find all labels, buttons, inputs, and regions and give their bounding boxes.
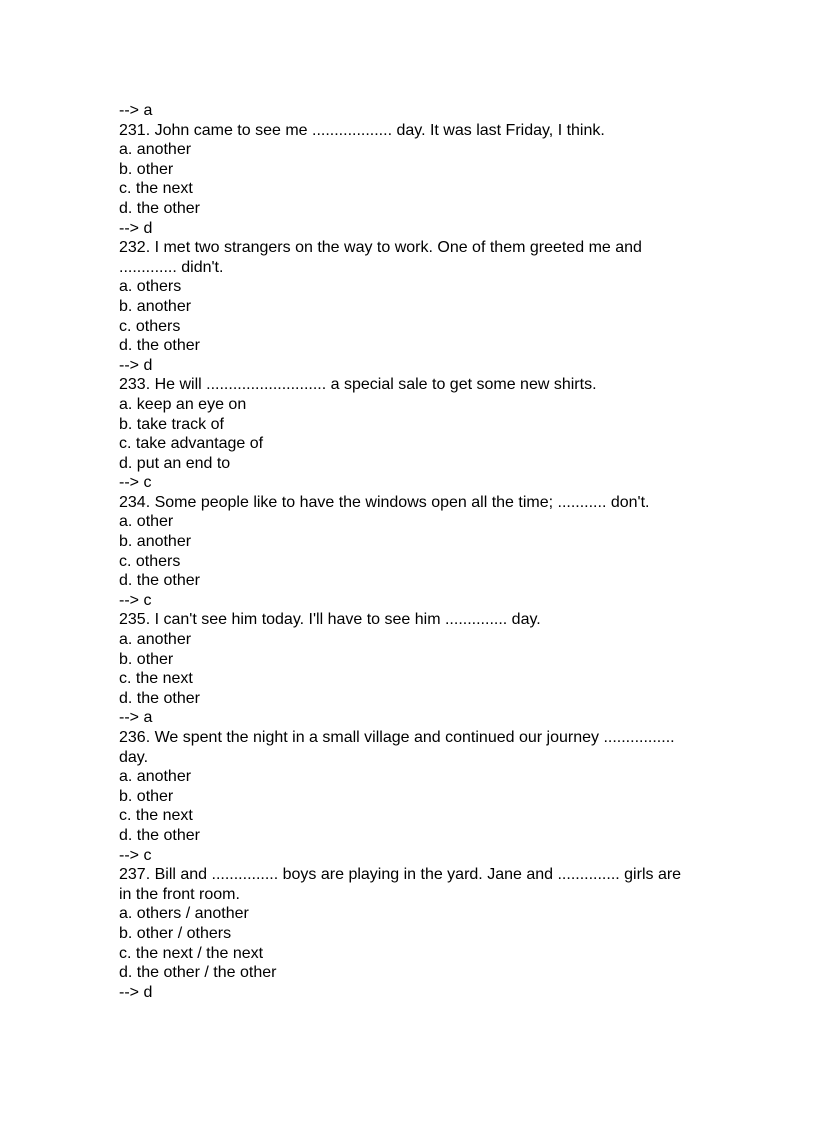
option-c: c. take advantage of [119, 435, 264, 453]
answer-line: --> d [119, 356, 153, 374]
option-b: b. other / others [119, 924, 232, 942]
answer-line: --> a [119, 102, 153, 119]
answer-line: --> c [119, 846, 152, 864]
option-a: a. keep an eye on [119, 395, 247, 413]
option-b: b. other [119, 160, 174, 178]
question-text: 237. Bill and ............... boys are playing in the yard. Jane and .............. girls are [119, 866, 682, 884]
question-237 [119, 865, 709, 1002]
question-text: 232. I met two strangers on the way to work. One of them greeted me and [119, 239, 642, 257]
option-d: d. put an end to [119, 454, 231, 472]
question-text: 235. I can't see him today. I'll have to see him .............. day. [119, 611, 541, 629]
option-c: c. others [119, 552, 181, 570]
option-d: d. the other [119, 826, 200, 844]
question-text-continued: in the front room. [119, 885, 240, 903]
question-233 [119, 375, 709, 493]
option-c: c. the next [119, 670, 193, 688]
question-236 [119, 728, 709, 865]
option-d: d. the other [119, 689, 200, 707]
question-text-continued: day. [119, 748, 149, 766]
question-text: 231. John came to see me .................. day. It was last Friday, I think. [119, 121, 605, 139]
option-d: d. the other [119, 337, 200, 355]
question-235 [119, 610, 709, 728]
option-a: a. another [119, 141, 192, 159]
question-text: 236. We spent the night in a small village and continued our journey ................ [119, 729, 675, 746]
question-232 [119, 238, 709, 375]
option-d: d. the other / the other [119, 964, 277, 982]
question-text: 234. Some people like to have the windows open all the time; ........... don't. [119, 493, 650, 511]
document-page [119, 101, 709, 1002]
question-text-continued: ............. didn't. [119, 258, 224, 276]
option-c: c. the next / the next [119, 944, 264, 962]
question-231 [119, 121, 709, 239]
option-b: b. take track of [119, 415, 224, 433]
option-b: b. another [119, 533, 192, 551]
answer-line: --> d [119, 983, 153, 1001]
option-c: c. the next [119, 807, 193, 825]
option-d: d. the other [119, 199, 200, 217]
question-234 [119, 493, 709, 611]
answer-line: --> a [119, 709, 153, 727]
option-a: a. others [119, 278, 182, 296]
option-b: b. other [119, 650, 174, 668]
answer-line: --> c [119, 474, 152, 492]
option-a: a. other [119, 513, 174, 531]
option-a: a. another [119, 768, 192, 786]
option-a: a. another [119, 631, 192, 649]
option-a: a. others / another [119, 905, 249, 923]
option-d: d. the other [119, 572, 200, 590]
option-c: c. others [119, 317, 181, 335]
answer-line: --> d [119, 219, 153, 237]
question-text: 233. He will ........................... a special sale to get some new shirts. [119, 376, 597, 394]
option-c: c. the next [119, 180, 193, 198]
option-b: b. another [119, 297, 192, 315]
option-b: b. other [119, 787, 174, 805]
answer-line: --> c [119, 591, 152, 609]
